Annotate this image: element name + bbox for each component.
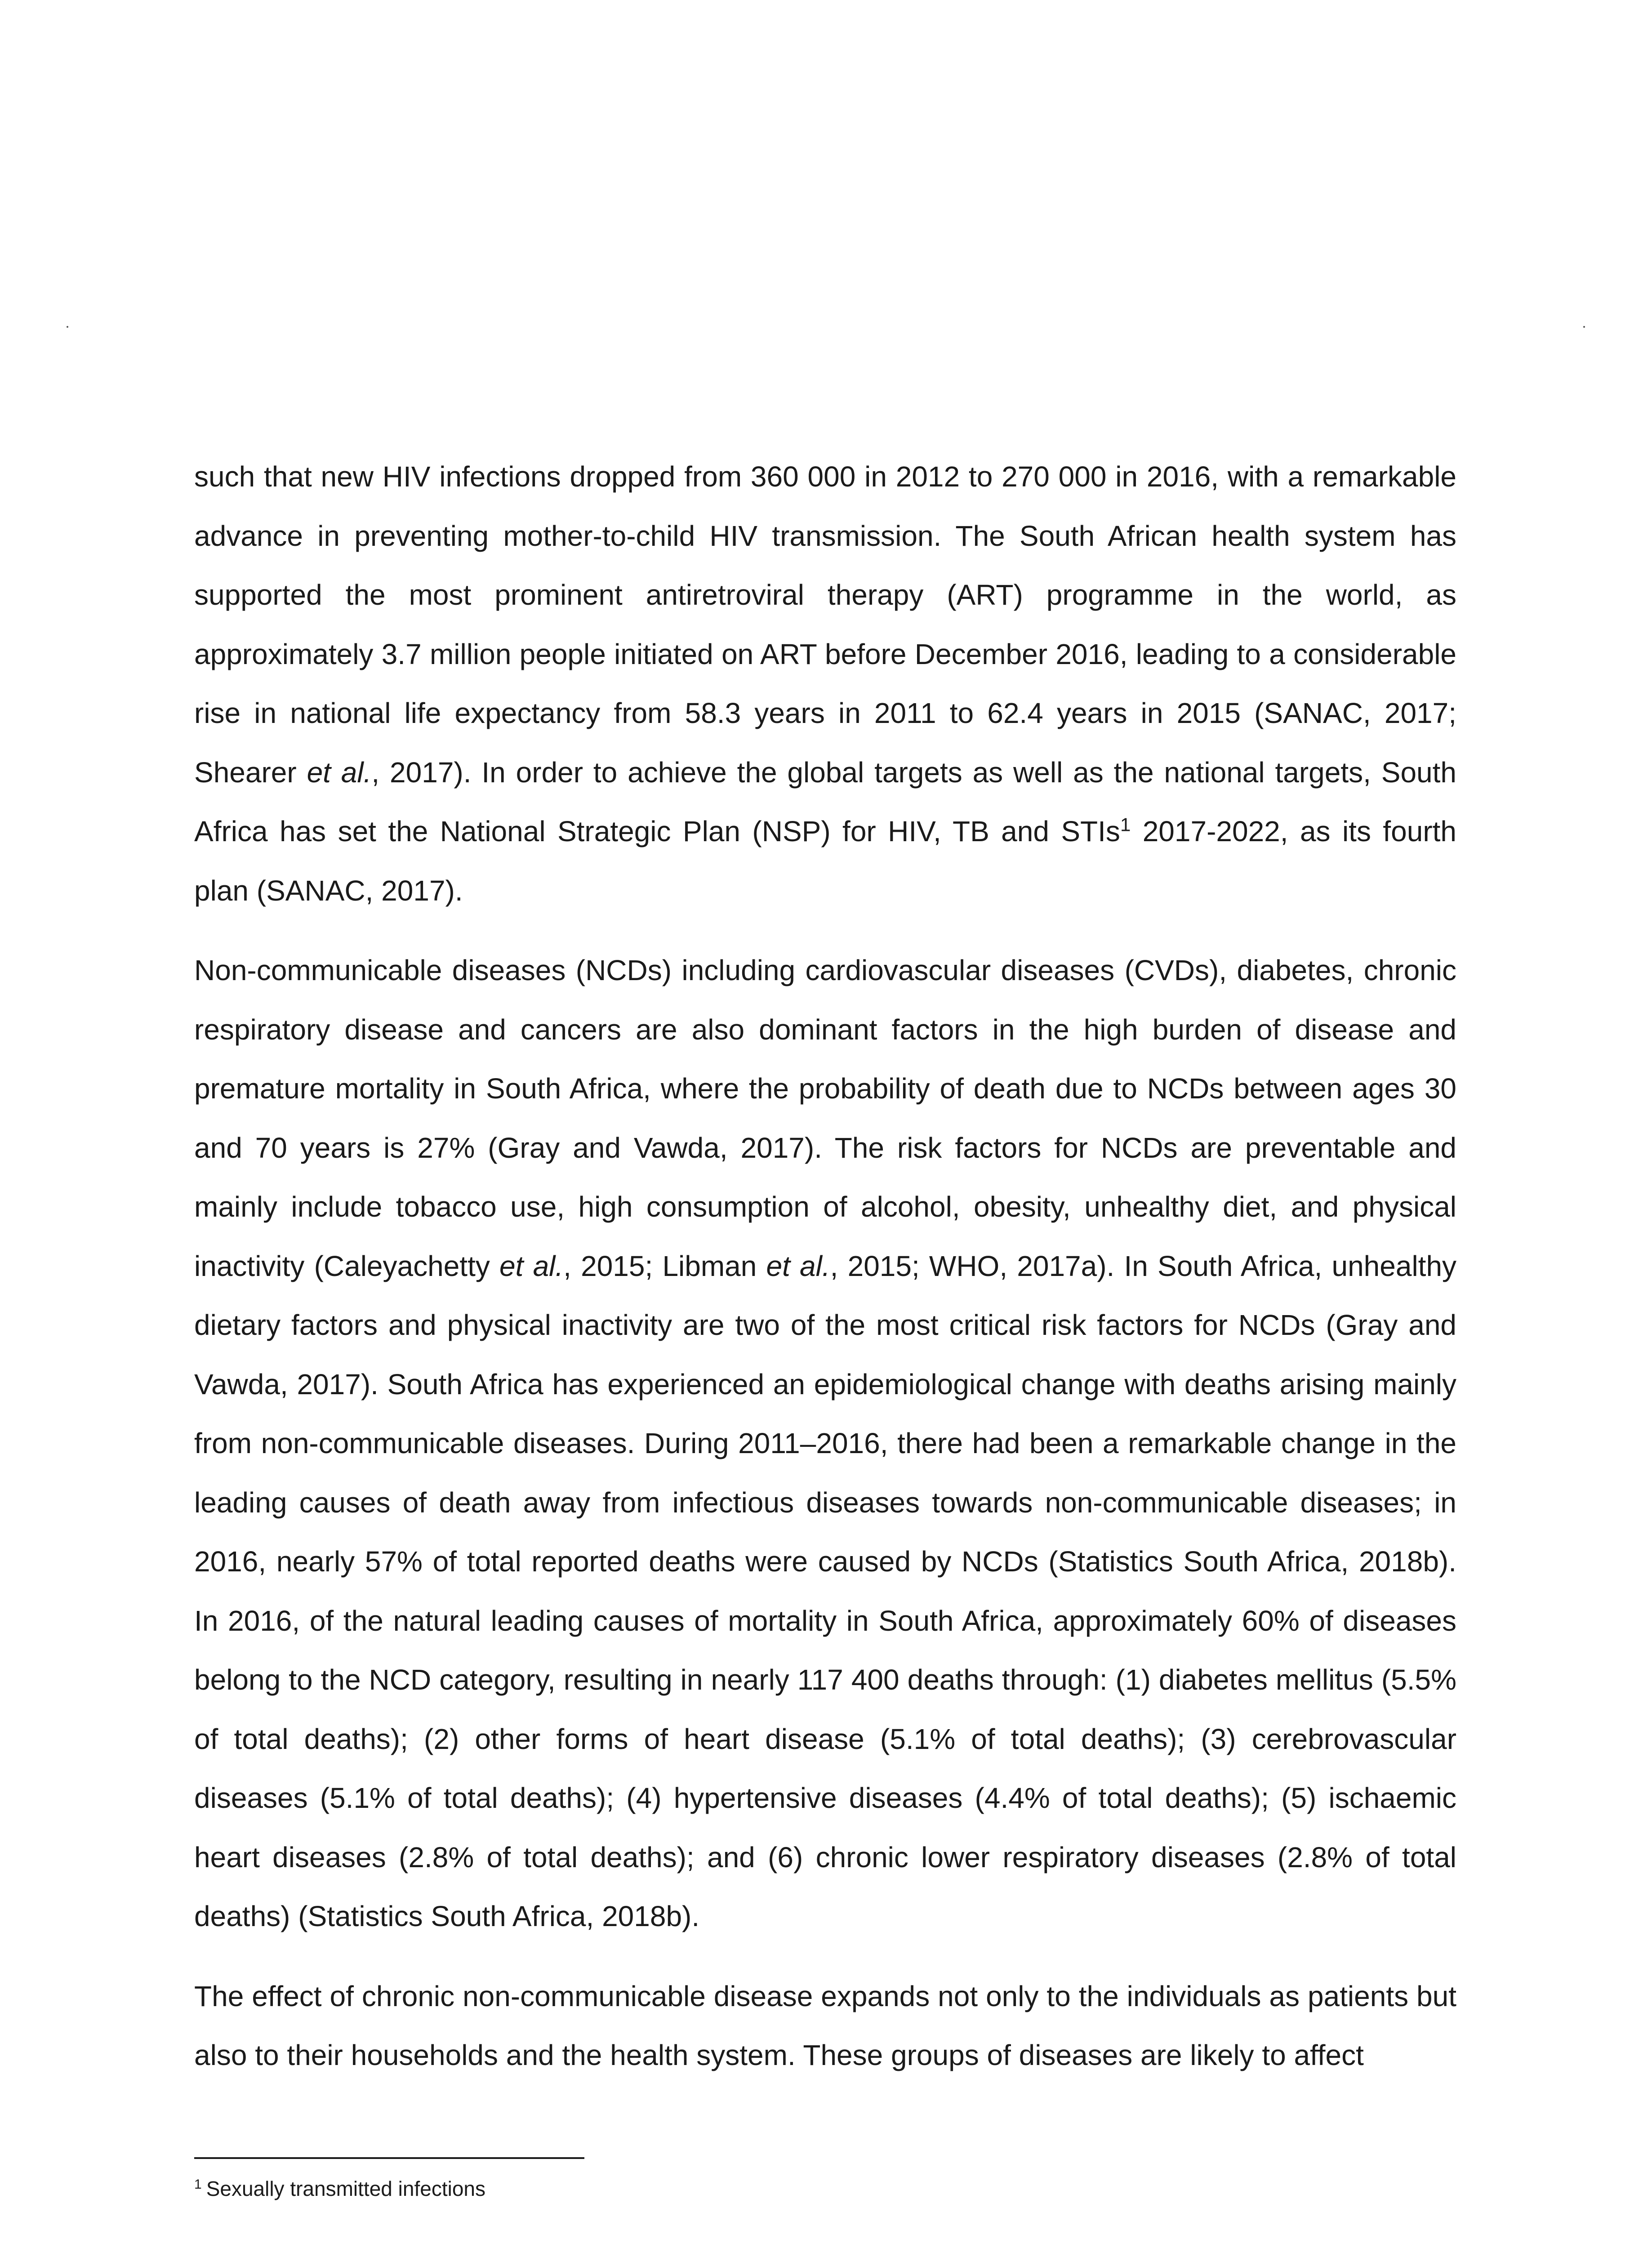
paragraph-text: such that new HIV infections dropped from 360 000 in 2012 to 270 000 in 2016, with a remarkable advance in preventing mother-to-child HIV transmission. The South African health system has supported the most prominent antiretroviral therapy (ART) programme in the world, as approximately 3.7 million people initiated on ART before December 2016, leading to a considerable rise in national life expectancy from 58.3 years in 2011 to 62.4 years in 2015 (SANAC, 2017; Shearer [194,460,1456,789]
paragraph-text: The effect of chronic non-communicable disease expands not only to the individuals as patients but also to their households and the health system. These groups of diseases are likely to affect [194,1980,1456,2071]
paragraph-text: , 2015; Libman [563,1249,766,1282]
paragraph-text: , 2017). In order to achieve the global targets as well as the national targets, South Africa has set the National Strategic Plan (NSP) for HIV, TB and STIs [194,756,1457,847]
footnote-text: Sexually transmitted infections [206,2177,485,2200]
body-text [194,447,1456,2106]
paragraph-text: 2017-2022, as its fourth plan (SANAC, 2017). [194,815,1457,907]
footnote-marker: 1 [194,2177,202,2192]
italic-text: et al. [307,756,372,789]
margin-mark-right [1583,326,1585,328]
paragraph-ncd-effect [194,1967,1456,2085]
margin-mark-left [67,326,68,328]
paragraph-text: , 2015; WHO, 2017a). In South Africa, unhealthy dietary factors and physical inactivity are two of the most critical risk factors for NCDs (Gray and Vawda, 2017). South Africa has experienced an epidemiological change with deaths arising mainly from non-communicable diseases. During 2011–2016, there had been a remarkable change in the leading causes of death away from infectious diseases towards non-communicable diseases; in 2016, nearly 57% of total reported deaths were caused by NCDs (Statistics South Africa, 2018b). In 2016, of the natural leading causes of mortality in South Africa, approximately 60% of diseases belong to the NCD category, resulting in nearly 117 400 deaths through: (1) diabetes mellitus (5.5% of total deaths); (2) other forms of heart disease (5.1% of total deaths); (3) cerebrovascular diseases (5.1% of total deaths); (4) hypertensive diseases (4.4% of total deaths); (5) ischaemic heart diseases (2.8% of total deaths); and (6) chronic lower respiratory diseases (2.8% of total deaths) (Statistics South Africa, 2018b). [194,1249,1457,1932]
footnote-reference: 1 [1120,814,1131,835]
footnote-separator [194,2157,584,2159]
paragraph-hiv-art [194,447,1456,920]
italic-text: et al. [499,1249,564,1282]
paragraph-ncds [194,941,1456,1946]
paragraph-text: Non-communicable diseases (NCDs) including cardiovascular diseases (CVDs), diabetes, chronic respiratory disease and cancers are also dominant factors in the high burden of disease and premature mortality in South Africa, where the probability of death due to NCDs between ages 30 and 70 years is 27% (Gray and Vawda, 2017). The risk factors for NCDs are preventable and mainly include tobacco use, high consumption of alcohol, obesity, unhealthy diet, and physical inactivity (Caleyachetty [194,954,1456,1282]
italic-text: et al. [766,1249,830,1282]
footnote [194,2175,485,2202]
